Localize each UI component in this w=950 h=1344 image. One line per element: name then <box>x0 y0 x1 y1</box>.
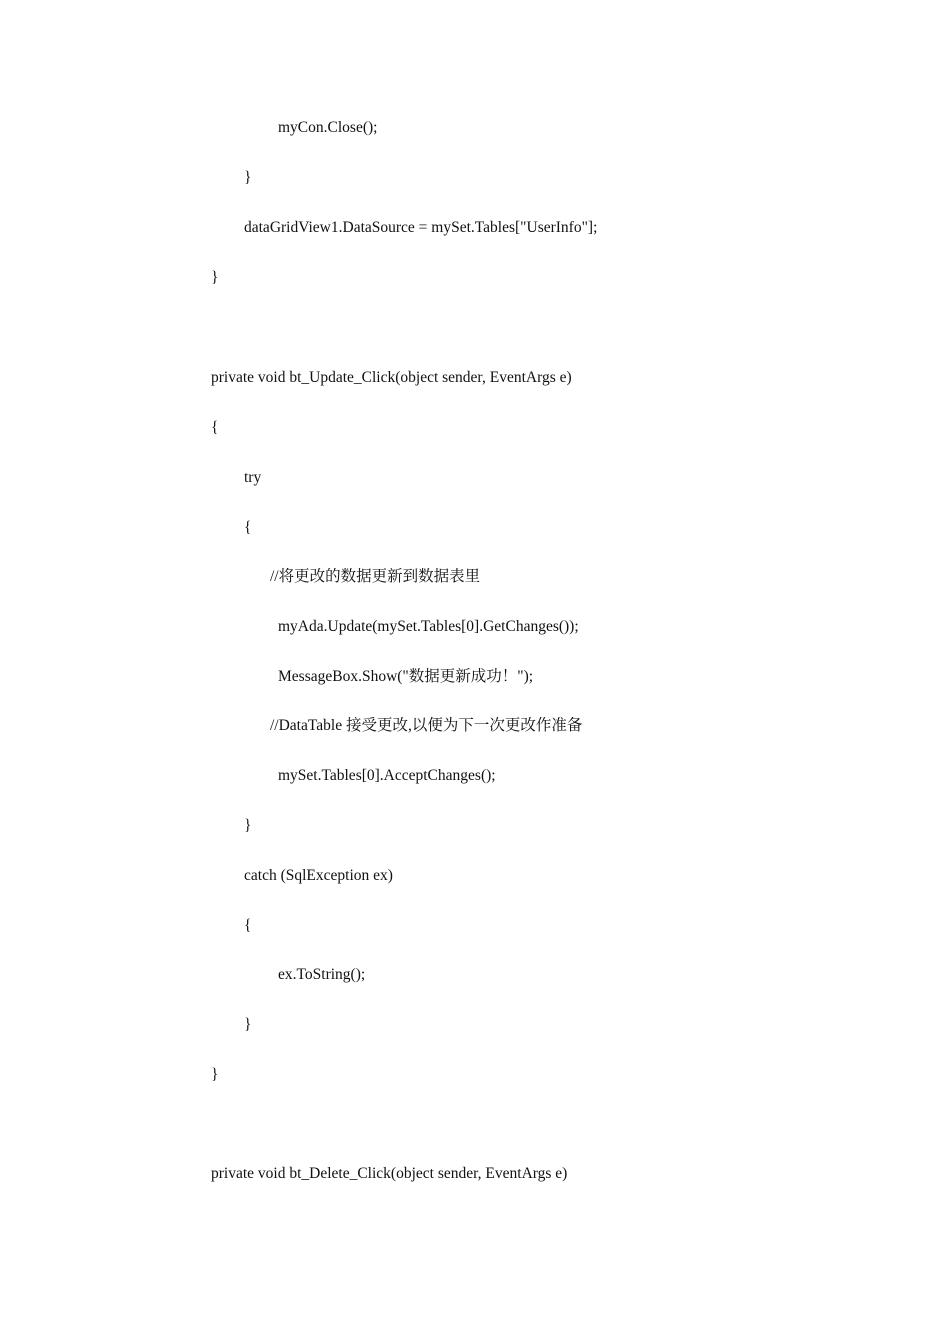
code-line-7: try <box>244 469 262 486</box>
code-line-12: //DataTable 接受更改,以便为下一次更改作准备 <box>270 717 583 734</box>
code-line-15: catch (SqlException ex) <box>244 867 393 884</box>
code-line-11: MessageBox.Show("数据更新成功！"); <box>278 668 534 685</box>
code-line-10: myAda.Update(mySet.Tables[0].GetChanges()); <box>278 618 579 635</box>
code-line-4: } <box>211 269 219 286</box>
code-line-8: { <box>244 519 252 536</box>
code-line-5: private void bt_Update_Click(object sender, EventArgs e) <box>211 369 572 386</box>
code-line-20: private void bt_Delete_Click(object sender, EventArgs e) <box>211 1165 568 1182</box>
code-line-17: ex.ToString(); <box>278 966 366 983</box>
code-line-16: { <box>244 917 252 934</box>
code-line-1: myCon.Close(); <box>278 119 378 136</box>
code-line-2: } <box>244 169 252 186</box>
code-line-6: { <box>211 419 219 436</box>
code-line-13: mySet.Tables[0].AcceptChanges(); <box>278 767 496 784</box>
code-line-19: } <box>211 1066 219 1083</box>
code-line-9: //将更改的数据更新到数据表里 <box>270 568 481 585</box>
code-line-14: } <box>244 817 252 834</box>
code-line-3: dataGridView1.DataSource = mySet.Tables["UserInfo"]; <box>244 219 598 236</box>
code-line-18: } <box>244 1016 252 1033</box>
